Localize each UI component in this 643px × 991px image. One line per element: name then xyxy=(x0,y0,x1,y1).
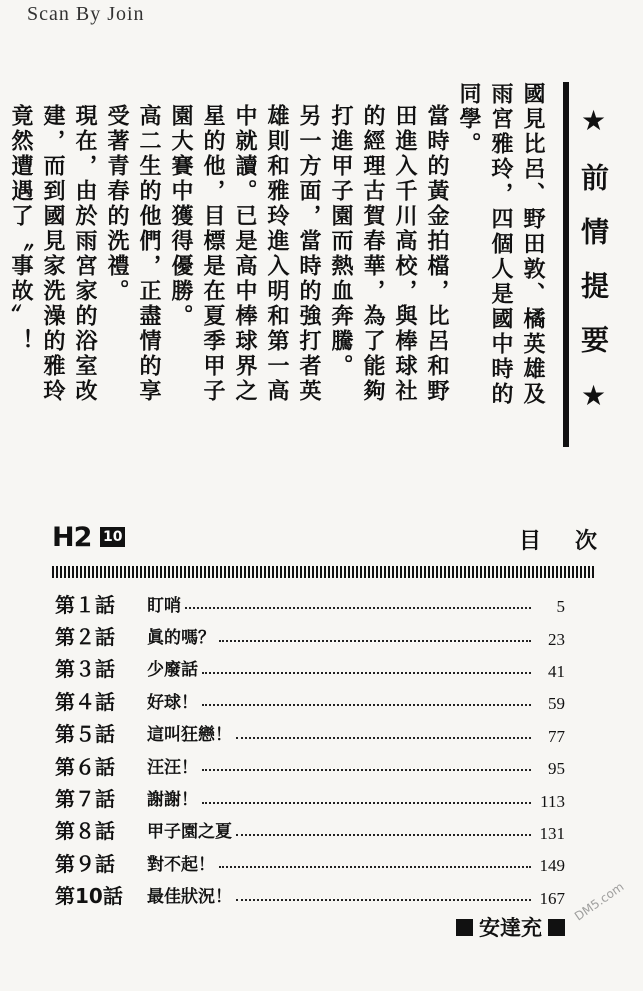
synopsis-paragraph: 當時的黃金拍檔，比呂和野田進入千川高校，與棒球社的經理古賀春華，為了能夠打進甲子園而熱血奔騰。 xyxy=(328,104,450,404)
leader-dots xyxy=(236,737,531,739)
leader-dots xyxy=(219,640,531,642)
site-watermark: DM5.com xyxy=(572,879,627,924)
chapter-title: 對不起！ xyxy=(147,854,215,875)
leader-dots xyxy=(202,704,531,706)
page-number: 95 xyxy=(548,759,565,779)
chapter-number: 第２話 xyxy=(55,625,115,650)
leader-dots xyxy=(202,769,531,771)
synopsis-paragraph: 高二生的他們，正盡情的享受著青春的洗禮。 xyxy=(104,104,162,404)
page-number: 59 xyxy=(548,694,565,714)
volume-badge: 10 xyxy=(100,527,125,547)
chapter-number: 第10話 xyxy=(55,884,123,909)
chapter-number: 第３話 xyxy=(55,657,115,682)
page-number: 131 xyxy=(539,823,565,843)
page-number: 5 xyxy=(556,597,565,617)
synopsis-paragraph: 國見比呂、野田敦、橘英雄及雨宮雅玲，四個人是國中時的同學。 xyxy=(456,82,546,407)
heading-divider xyxy=(563,82,569,447)
toc-entry[interactable] xyxy=(55,846,565,878)
chapter-number: 第４話 xyxy=(55,689,115,714)
toc-entry[interactable] xyxy=(55,587,565,619)
page-number: 41 xyxy=(548,661,565,681)
leader-dots xyxy=(236,834,531,836)
toc-entry[interactable] xyxy=(55,717,565,749)
toc-title: 目次 xyxy=(518,529,631,554)
page-number: 113 xyxy=(540,791,565,811)
synopsis-section xyxy=(5,68,613,440)
chapter-title: 好球！ xyxy=(147,692,198,713)
toc-entry[interactable] xyxy=(55,684,565,716)
synopsis-paragraph: 現在，由於雨宮家的浴室改建，而到國見家洗澡的雅玲竟然遭遇了〝事故〞！ xyxy=(8,104,98,404)
toc-entry[interactable] xyxy=(55,814,565,846)
chapter-title: 謝謝！ xyxy=(147,790,198,811)
leader-dots xyxy=(202,802,531,804)
series-logo: H2 xyxy=(52,522,92,553)
author-name: 安達充 xyxy=(479,916,542,940)
leader-dots xyxy=(236,899,531,901)
chapter-title: 最佳狀況！ xyxy=(147,887,232,908)
leader-dots xyxy=(219,866,531,868)
synopsis-paragraph: 另一方面，當時的強打者英雄則和雅玲進入明和第一高中就讀。已是高中棒球界之星的他，目標是在夏季甲子園大賽中獲得優勝。 xyxy=(168,104,322,404)
chapter-number: 第７話 xyxy=(55,787,115,812)
page-number: 149 xyxy=(539,856,565,876)
chapter-title: 汪汪！ xyxy=(147,757,198,778)
scan-credit: Scan By Join xyxy=(27,3,145,25)
synopsis-heading-group xyxy=(549,68,613,447)
chapter-number: 第５話 xyxy=(55,722,115,747)
leader-dots xyxy=(185,607,531,609)
chapter-number: 第９話 xyxy=(55,851,115,876)
synopsis-heading: ★前情提要★ xyxy=(577,104,610,438)
page-number: 23 xyxy=(548,629,565,649)
toc-list xyxy=(55,587,565,911)
chapter-title: 眞的嗎？ xyxy=(147,628,215,649)
toc-entry[interactable] xyxy=(55,619,565,651)
chapter-title: 這叫狂戀！ xyxy=(147,725,232,746)
synopsis-body xyxy=(5,82,549,427)
toc-entry[interactable] xyxy=(55,781,565,813)
leader-dots xyxy=(202,672,531,674)
author-credit xyxy=(456,912,565,942)
chapter-title: 少廢話 xyxy=(147,660,198,681)
toc-entry[interactable] xyxy=(55,652,565,684)
chapter-title: 甲子園之夏 xyxy=(147,822,232,843)
square-bullet-icon xyxy=(548,919,565,936)
toc-entry[interactable] xyxy=(55,749,565,781)
toc-entry[interactable] xyxy=(55,879,565,911)
page-number: 77 xyxy=(548,726,565,746)
chapter-number: 第１話 xyxy=(55,592,115,617)
chapter-number: 第８話 xyxy=(55,819,115,844)
chapter-title: 盯哨 xyxy=(147,595,181,616)
chapter-number: 第６話 xyxy=(55,754,115,779)
toc-header xyxy=(52,522,631,554)
square-bullet-icon xyxy=(456,919,473,936)
toc-divider xyxy=(52,566,594,578)
page-number: 167 xyxy=(539,888,565,908)
